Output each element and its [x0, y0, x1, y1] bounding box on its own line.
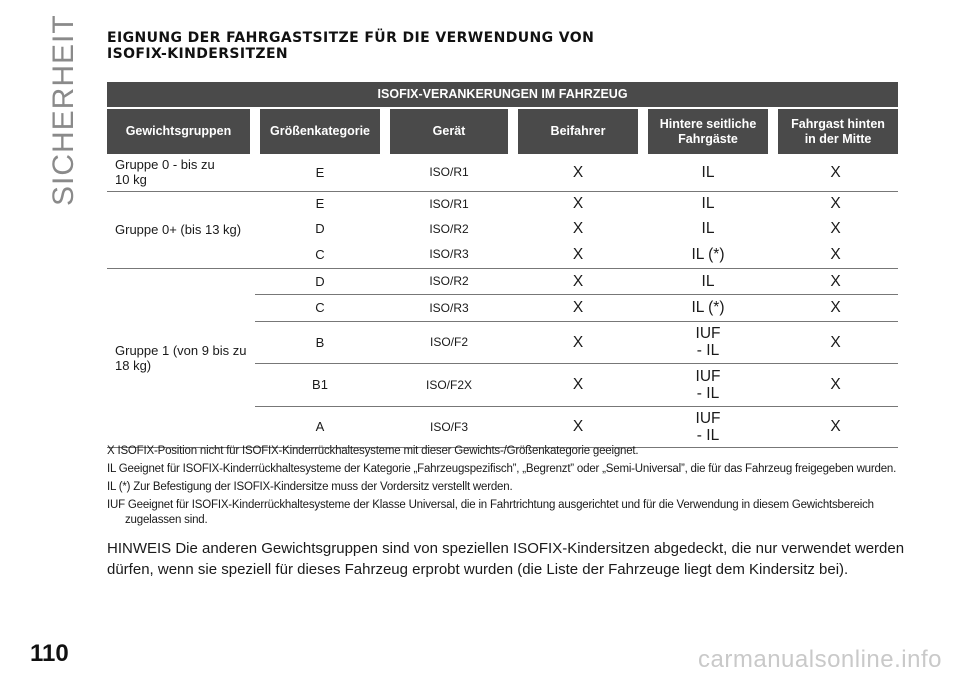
rear-middle-cell: X [830, 220, 841, 237]
header-front-passenger: Beifahrer [513, 108, 643, 154]
rear-middle-cell: X [830, 195, 841, 213]
header-size-category: Größenkategorie [255, 108, 385, 154]
passenger-cell: X [513, 294, 643, 321]
title-line-2: ISOFIX-KINDERSITZEN [107, 46, 289, 62]
table-row [107, 154, 898, 191]
watermark: carmanualsonline.info [698, 646, 942, 673]
passenger-cell: X [513, 154, 643, 191]
device-cell: ISO/F3 [385, 406, 513, 447]
device-cell: ISO/R3 [385, 294, 513, 321]
passenger-cell: X [513, 363, 643, 406]
rear-side-cell: IL (*) [643, 241, 773, 268]
table-row [107, 191, 898, 216]
size-cell: B [255, 321, 385, 363]
rear-side-cell: IL [701, 195, 715, 213]
rear-side-cell: IL [701, 220, 715, 237]
device-cell: ISO/R2 [429, 221, 469, 236]
passenger-cell: X [513, 268, 643, 294]
rear-middle-cell: X [773, 406, 898, 447]
footnote-x: X ISOFIX-Position nicht für ISOFIX-Kinderrückhaltesysteme mit dieser Gewichts-/Größenkategorie geeignet. [107, 445, 639, 457]
footnote-iuf [107, 498, 907, 528]
group-1-label-line-1: Gruppe 1 (von 9 bis zu [115, 342, 247, 358]
passenger-cell: X [572, 195, 584, 213]
table-caption: ISOFIX-VERANKERUNGEN IM FAHRZEUG [107, 82, 898, 108]
device-cell: ISO/R3 [385, 241, 513, 268]
device-cell: ISO/R1 [385, 154, 513, 191]
table-footnotes [107, 444, 907, 531]
page-number: 110 [30, 640, 69, 667]
size-cell: D [315, 221, 325, 236]
rear-side-line-2: - IL [696, 426, 720, 444]
section-side-label: SICHERHEIT [47, 14, 80, 206]
size-cell: C [255, 294, 385, 321]
header-rear-middle [773, 108, 898, 154]
rear-middle-cell: X [773, 154, 898, 191]
device-cell: ISO/R2 [385, 268, 513, 294]
rear-middle-cell: X [773, 321, 898, 363]
rear-middle-cell: X [773, 363, 898, 406]
title-line-1: EIGNUNG DER FAHRGASTSITZE FÜR DIE VERWENDUNG VON [107, 30, 595, 46]
header-rear-side-line-1: Hintere seitliche [659, 116, 757, 131]
group-1-label-line-2: 18 kg) [115, 357, 152, 373]
passenger-cell: X [513, 241, 643, 268]
group-0plus-label: Gruppe 0+ (bis 13 kg) [107, 191, 255, 268]
isofix-table [107, 82, 898, 448]
device-cell: ISO/F2 [385, 321, 513, 363]
rear-middle-cell: X [773, 241, 898, 268]
rear-side-line-2: - IL [696, 384, 720, 402]
passenger-cell: X [513, 321, 643, 363]
header-rear-side [643, 108, 773, 154]
size-cell: E [315, 196, 325, 212]
header-rear-middle-line-2: in der Mitte [804, 131, 872, 146]
rear-side-cell: IL [643, 154, 773, 191]
header-rear-middle-line-1: Fahrgast hinten [791, 116, 885, 131]
header-rear-side-line-2: Fahrgäste [678, 131, 738, 146]
rear-middle-cell: X [773, 294, 898, 321]
group-0-label-line-1: Gruppe 0 - bis zu [115, 157, 215, 173]
device-cell: ISO/F2X [385, 363, 513, 406]
rear-side-line-1: IUF [695, 325, 721, 342]
size-cell: B1 [255, 363, 385, 406]
footnote-il-star: IL (*) Zur Befestigung der ISOFIX-Kindersitze muss der Vordersitz verstellt werden. [107, 481, 513, 493]
rear-side-cell: IL (*) [643, 294, 773, 321]
group-0-label [107, 154, 255, 191]
page-title [107, 30, 867, 62]
rear-side-line-1: IUF [695, 367, 721, 385]
size-cell: C [255, 241, 385, 268]
header-device: Gerät [385, 108, 513, 154]
rear-side-cell [643, 363, 773, 406]
note-paragraph: HINWEIS Die anderen Gewichtsgruppen sind von speziellen ISOFIX-Kindersitzen abgedeckt, die nur verwendet werden dürfen, wenn sie speziell für dieses Fahrzeug erprobt wurden (die Liste der Fahrzeuge liegt dem Kindersitz bei). [107, 540, 905, 578]
size-cell: D [255, 268, 385, 294]
footnote-iuf-line-1: IUF Geeignet für ISOFIX-Kinderrückhaltesysteme der Klasse Universal, die in Fahrtrichtung ausgerichtet und für die Verwendung in diesem Gewichtsbereich [107, 499, 874, 511]
group-0-label-line-2: 10 kg [115, 172, 147, 188]
rear-middle-cell: X [773, 268, 898, 294]
passenger-cell: X [572, 220, 584, 237]
footnote-il: IL Geeignet für ISOFIX-Kinderrückhaltesysteme der Kategorie „Fahrzeugspezifisch”, „Begrenzt” oder „Semi-Universal”, die für das Fahrzeug freigegeben wurden. [107, 463, 897, 475]
size-cell: E [255, 154, 385, 191]
rear-side-cell: IL [643, 268, 773, 294]
rear-side-line-1: IUF [695, 409, 721, 427]
rear-side-cell [643, 406, 773, 447]
group-1-label [107, 268, 255, 447]
footnote-iuf-line-2: zugelassen sind. [125, 514, 208, 526]
passenger-cell: X [513, 406, 643, 447]
rear-side-line-2: - IL [696, 342, 720, 359]
size-cell: A [255, 406, 385, 447]
header-weight-group: Gewichtsgruppen [107, 108, 255, 154]
rear-side-cell [643, 321, 773, 363]
device-cell: ISO/R1 [429, 196, 469, 211]
table-row [107, 268, 898, 294]
